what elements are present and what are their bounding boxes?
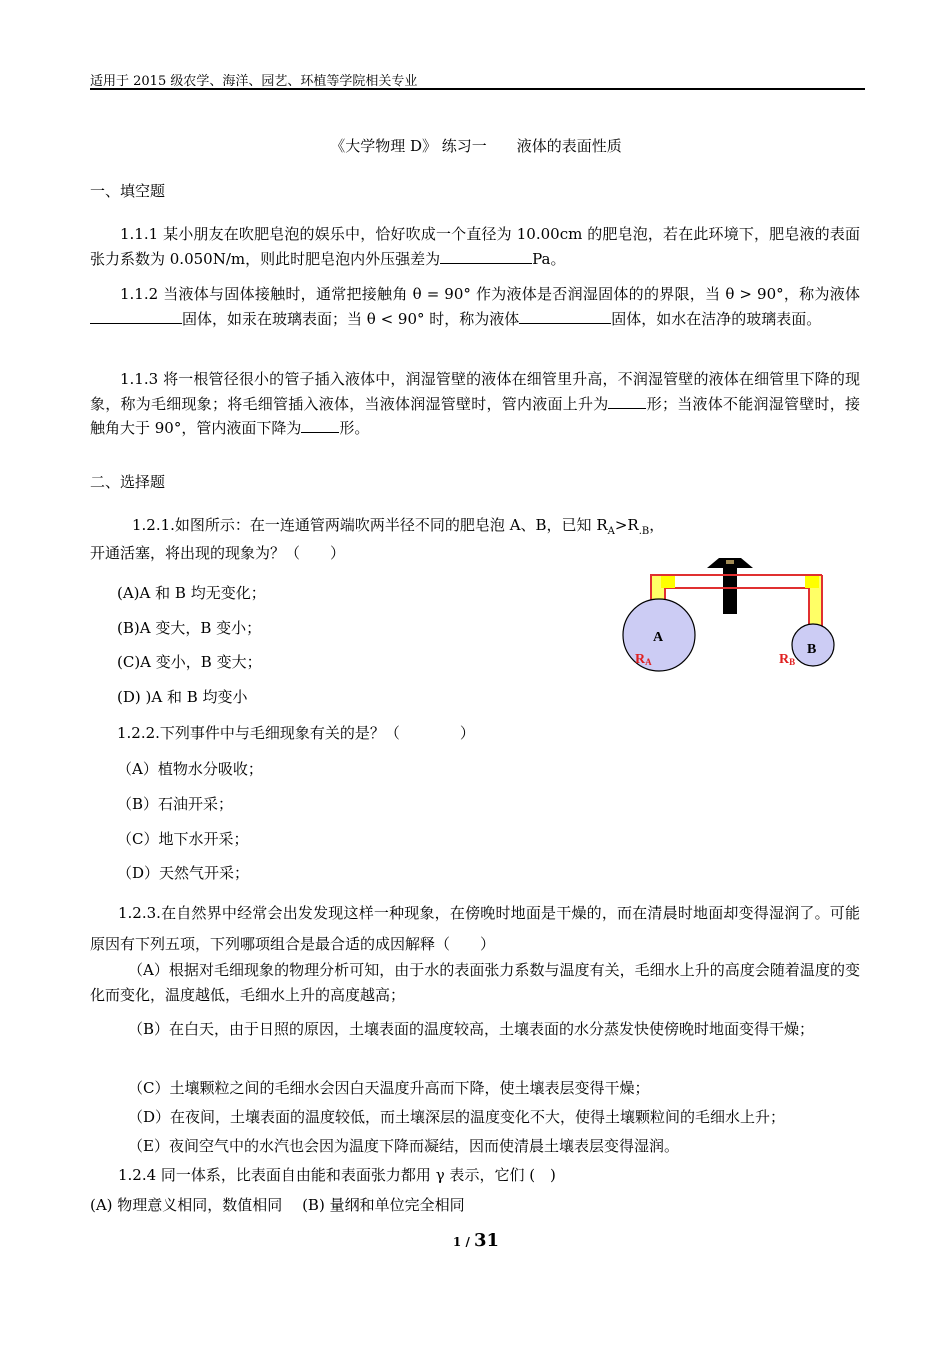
q112-answer-blank-1[interactable] — [90, 309, 182, 324]
q112-text-b: 固体，如汞在玻璃表面；当 θ < 90° 时，称为液体 — [182, 309, 520, 328]
running-header: 适用于 2015 级农学、海洋、园艺、环植等学院相关专业 — [90, 74, 418, 89]
q123-option-e[interactable]: （E）夜间空气中的水汽也会因为温度下降而凝结，因而使清晨土壤表层变得湿润。 — [128, 1137, 679, 1155]
question-1-1-3 — [90, 367, 860, 441]
q112-answer-blank-2[interactable] — [519, 309, 611, 324]
q122-option-c[interactable]: （C）地下水开采； — [117, 830, 249, 848]
q121-stem-line2: 开通活塞，将出现的现象为？（ ） — [90, 544, 346, 562]
q122-option-b[interactable]: （B）石油开采； — [117, 795, 234, 813]
q121-option-a[interactable]: (A)A 和 B 均无变化； — [117, 584, 266, 602]
q123-stem: 1.2.3.在自然界中经常会出发发现这样一种现象，在傍晚时地面是干燥的，而在清晨时地面却变得湿润了。可能原因有下列五项，下列哪项组合是最合适的成因解释（ ） — [90, 904, 860, 953]
bubble-tube-figure — [615, 552, 845, 677]
q111-text: 1.1.1 某小朋友在吹肥皂泡的娱乐中，恰好吹成一个直径为 10.00cm 的肥皂泡，若在此环境下，肥皂液的表面张力系数为 0.050N/m，则此时肥皂泡内外压强差为 — [90, 225, 860, 268]
q112-text-a: 1.1.2 当液体与固体接触时，通常把接触角 θ = 90° 作为液体是否润湿固体的的界限，当 θ > 90°，称为液体 — [120, 285, 860, 303]
left-valve-marker — [661, 576, 675, 588]
q123-option-a[interactable]: （A）根据对毛细现象的物理分析可知，由于水的表面张力系数与温度有关，毛细水上升的高度会随着温度的变化而变化，温度越低，毛细水上升的高度越高； — [90, 961, 860, 1004]
q111-answer-blank[interactable] — [440, 249, 532, 264]
q113-answer-blank-2[interactable] — [301, 418, 339, 433]
question-1-1-1 — [90, 222, 860, 271]
q121-stem-line1: 1.2.1.如图所示：在一连通管两端吹两半径不同的肥皂泡 A、B，已知 $R_A>R_{.B}$， — [132, 516, 665, 537]
q121-option-c[interactable]: (C)A 变小，B 变大； — [117, 653, 262, 671]
section-heading-fill-in: 一、填空题 — [90, 182, 166, 200]
bubble-a-label: A — [653, 630, 664, 645]
q112-text-c: 固体，如水在洁净的玻璃表面。 — [611, 309, 822, 328]
q123-option-c[interactable]: （C）土壤颗粒之间的毛细水会因白天温度升高而下降，使土壤表层变得干燥； — [128, 1079, 650, 1097]
q122-option-a[interactable]: （A）植物水分吸收； — [117, 760, 263, 778]
q122-stem: 1.2.2.下列事件中与毛细现象有关的是？（ ） — [117, 724, 475, 742]
q124-stem: 1.2.4 同一体系，比表面自由能和表面张力都用 γ 表示，它们 ( ) — [118, 1166, 556, 1184]
q123-option-b[interactable]: （B）在白天，由于日照的原因，土壤表面的温度较高，土壤表面的水分蒸发快使傍晚时地面变得干燥； — [128, 1020, 815, 1038]
q121-option-b[interactable]: (B)A 变大，B 变小； — [117, 619, 262, 637]
q123-option-d[interactable]: （D）在夜间，土壤表面的温度较低，而土壤深层的温度变化不大，使得土壤颗粒间的毛细水上升； — [128, 1108, 786, 1126]
right-valve-marker — [805, 576, 819, 588]
section-heading-choice: 二、选择题 — [90, 473, 166, 491]
question-1-1-2 — [90, 282, 860, 331]
radius-b-label: RB — [779, 652, 796, 667]
page-number: 1 / 31 — [452, 1230, 500, 1251]
page-title: 《大学物理 D》 练习一 液体的表面性质 — [330, 137, 622, 155]
radius-a-label: RA — [635, 652, 652, 667]
q121-option-d[interactable]: (D) )A 和 B 均变小 — [117, 688, 248, 706]
q113-answer-blank-1[interactable] — [608, 394, 646, 409]
header-rule — [90, 88, 865, 90]
q111-unit: Pa。 — [532, 249, 566, 268]
q113-text-c: 形。 — [339, 419, 370, 437]
bubble-b-label: B — [807, 642, 817, 657]
q113-text-a: 1.1.3 将一根管径很小的管子插入液体中，润湿管壁的液体在细管里升高，不润湿管壁的液体在细管里下降的现象，称为毛细现象；将毛细管插入液体，当液体润湿管壁时，管内液面上升为 — [90, 370, 860, 413]
q113-text-b: 形；当液体不能润湿管壁时，接触角大于 90°，管内液面下降为 — [90, 394, 860, 437]
q124-options[interactable]: (A) 物理意义相同，数值相同 (B) 量纲和单位完全相同 — [90, 1196, 465, 1214]
q122-option-d[interactable]: （D）天然气开采； — [117, 864, 250, 882]
